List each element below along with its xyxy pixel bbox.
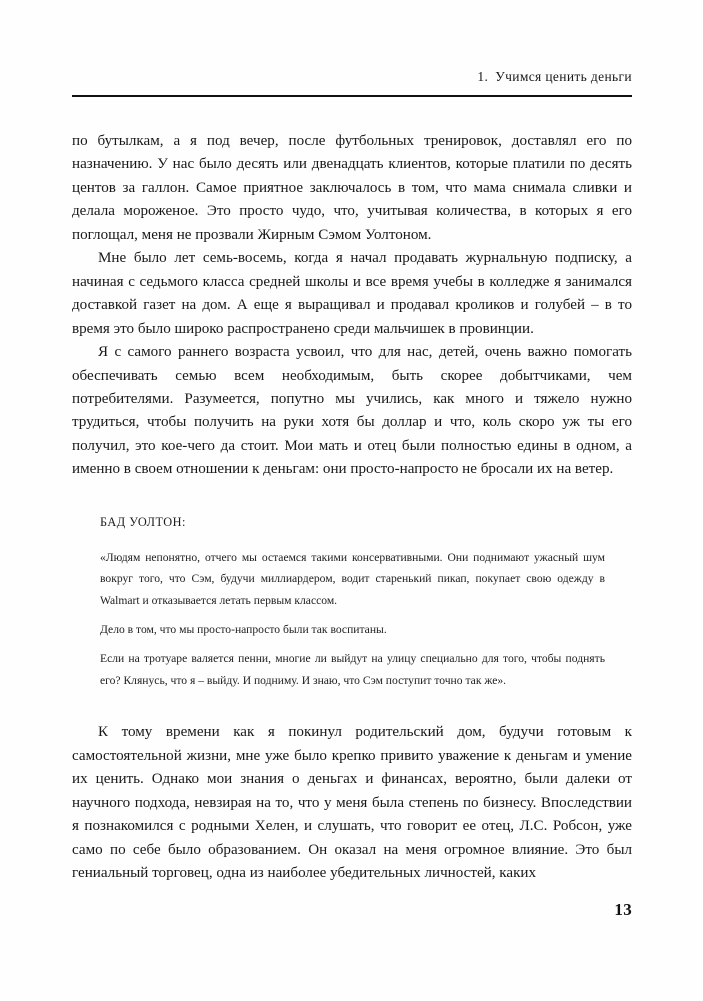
quote-paragraph-2: Дело в том, что мы просто-напросто были так воспитаны. bbox=[100, 623, 387, 637]
text-column bbox=[72, 130, 632, 885]
running-header bbox=[72, 68, 632, 86]
pull-quote-block bbox=[100, 513, 605, 691]
quote-paragraph-3: Если на тротуаре валяется пенни, многие ли выйдут на улицу специально для того, чтобы поднять его? Клянусь, что я – выйду. И подниму. И знаю, что Сэм поступит точно так же». bbox=[100, 652, 605, 687]
quote-paragraph-1: «Людям непонятно, отчего мы остаемся такими консервативными. Они поднимают ужасный шум вокруг того, что Сэм, будучи миллиардером, водит старенький пикап, покупает свою одежду в Walmart и отказывается летать первым классом. bbox=[100, 550, 605, 607]
body-paragraph-3: Я с самого раннего возраста усвоил, что для нас, детей, очень важно помогать обеспечивать семью всем необходимым, быть скорее добытчиками, чем потребителями. Разумеется, попутно мы учились, как много и тяжело нужно трудиться, чтобы получить на руки хотя бы доллар и что, коль скоро уж ты его получил, это кое-чего да стоит. Мои мать и отец были полностью едины в одном, а именно в своем отношении к деньгам: они просто-напросто не бросали их на ветер. bbox=[72, 344, 632, 478]
page-number: 13 bbox=[614, 900, 632, 919]
chapter-number: 1. bbox=[477, 69, 489, 84]
body-paragraph-1: по бутылкам, а я под вечер, после футбольных тренировок, доставлял его по назначению. У нас было десять или двенадцать клиентов, которые платили по десять центов за галлон. Самое приятное заключалось в том, что мама снимала сливки и делала мороженое. Это просто чудо, что, учитывая количества, в которых я его поглощал, меня не прозвали Жирным Сэмом Уолтоном. bbox=[72, 133, 632, 243]
body-paragraph-closing: К тому времени как я покинул родительский дом, будучи готовым к самостоятельной жизни, мне уже было крепко привито уважение к деньгам и умение их ценить. Однако мои знания о деньгах и финансах, вероятно, были далеки от научного подхода, невзирая на то, что у меня была степень по бизнесу. Впоследствии я познакомился с родными Хелен, и слушать, что говорит ее отец, Л.С. Робсон, уже само по себе было образованием. Он оказал на меня огромное влияние. Это был гениальный торговец, одна из наиболее убедительных личностей, каких bbox=[72, 724, 632, 881]
chapter-title: Учимся ценить деньги bbox=[495, 69, 632, 84]
header-rule-divider bbox=[72, 95, 632, 97]
running-header-text bbox=[477, 69, 632, 85]
body-paragraph-2: Мне было лет семь-восемь, когда я начал продавать журнальную подписку, а начиная с седьмого класса средней школы и все время учебы в колледже я занимался доставкой газет на дом. А еще я выращивал и продавал кроликов и голубей – в то время это было широко распространено среди мальчишек в провинции. bbox=[72, 250, 632, 337]
quote-speaker-label: БАД УОЛТОН: bbox=[100, 514, 186, 529]
